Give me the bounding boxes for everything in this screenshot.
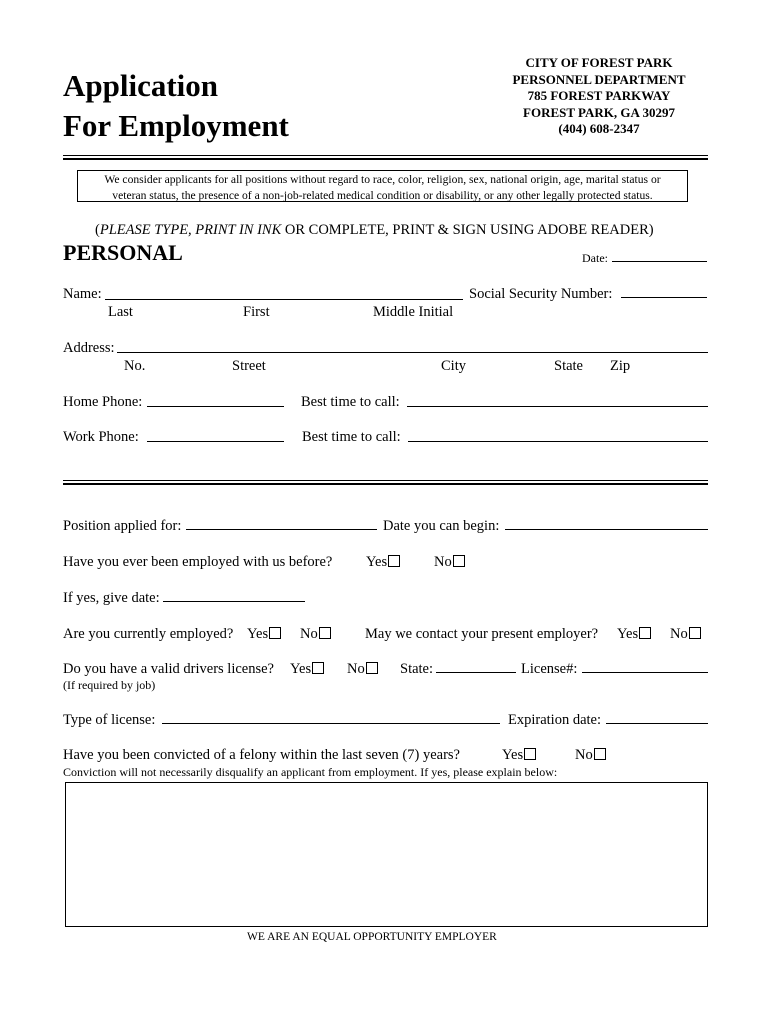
currently-employed-question: Are you currently employed?	[63, 626, 234, 642]
contact-employer-question: May we contact your present employer?	[365, 626, 599, 642]
address-sub-state: State	[554, 358, 583, 374]
date-label: Date:	[582, 251, 608, 265]
home-phone-field[interactable]	[147, 406, 284, 407]
currently-employed-no[interactable]	[300, 626, 331, 643]
felony-note: Conviction will not necessarily disqualify an applicant from employment. If yes, please explain below:	[63, 765, 558, 779]
header-divider-top	[63, 155, 708, 156]
address-field[interactable]	[117, 352, 708, 353]
dept-line: (404) 608-2347	[558, 121, 640, 136]
license-state-field[interactable]	[436, 672, 516, 673]
section-divider-bottom	[63, 483, 708, 485]
no-label: No	[347, 661, 365, 677]
work-best-time-field[interactable]	[408, 441, 708, 442]
eeo-footer: WE ARE AN EQUAL OPPORTUNITY EMPLOYER	[247, 931, 497, 943]
home-best-time-label: Best time to call:	[301, 394, 400, 410]
work-best-time-label: Best time to call:	[302, 429, 401, 445]
name-field[interactable]	[105, 299, 463, 300]
employed-before-yes[interactable]	[366, 554, 400, 571]
yes-label: Yes	[502, 747, 524, 763]
name-sub-first: First	[243, 304, 270, 320]
position-field[interactable]	[186, 529, 377, 530]
felony-explanation-box[interactable]	[65, 782, 708, 927]
date-field[interactable]	[612, 261, 707, 262]
ssn-field[interactable]	[621, 297, 707, 298]
begin-date-label: Date you can begin:	[383, 518, 500, 534]
checkbox[interactable]	[594, 748, 606, 760]
checkbox[interactable]	[639, 627, 651, 639]
instructions-italic: PLEASE TYPE, PRINT IN INK	[99, 222, 282, 238]
felony-yes[interactable]	[502, 747, 536, 764]
dept-line: CITY OF FOREST PARK	[525, 55, 673, 70]
license-type-field[interactable]	[162, 723, 500, 724]
work-phone-field[interactable]	[147, 441, 284, 442]
give-date-field[interactable]	[163, 601, 305, 602]
ssn-label: Social Security Number:	[469, 286, 613, 302]
yes-label: Yes	[247, 626, 269, 642]
license-state-label: State:	[400, 661, 434, 677]
begin-date-field[interactable]	[505, 529, 708, 530]
dept-address-block	[479, 55, 719, 138]
contact-employer-yes[interactable]	[617, 626, 651, 643]
license-question: Do you have a valid drivers license?	[63, 661, 274, 677]
checkbox[interactable]	[689, 627, 701, 639]
eeo-notice-box	[77, 170, 688, 202]
section-heading-personal: PERSONAL	[63, 240, 183, 265]
form-title-line1: Application	[63, 68, 219, 103]
dept-line: 785 FOREST PARKWAY	[527, 88, 671, 103]
license-type-label: Type of license:	[63, 712, 156, 728]
felony-no[interactable]	[575, 747, 606, 764]
expiration-label: Expiration date:	[508, 712, 602, 728]
yes-label: Yes	[366, 554, 388, 570]
name-sub-middle: Middle Initial	[373, 304, 454, 320]
expiration-field[interactable]	[606, 723, 708, 724]
name-label: Name:	[63, 286, 102, 302]
instructions-rest: OR COMPLETE, PRINT & SIGN USING ADOBE READER)	[281, 222, 654, 238]
address-sub-no: No.	[124, 358, 146, 374]
header-divider-bottom	[63, 158, 708, 160]
checkbox[interactable]	[312, 662, 324, 674]
address-label: Address:	[63, 340, 115, 356]
section-divider-top	[63, 480, 708, 481]
checkbox[interactable]	[524, 748, 536, 760]
instructions-text	[95, 222, 654, 239]
dept-line: PERSONNEL DEPARTMENT	[512, 71, 686, 87]
dept-line: FOREST PARK, GA 30297	[523, 104, 675, 120]
home-phone-label: Home Phone:	[63, 394, 143, 410]
checkbox[interactable]	[269, 627, 281, 639]
give-date-label: If yes, give date:	[63, 590, 160, 606]
license-number-label: License#:	[521, 661, 578, 677]
work-phone-label: Work Phone:	[63, 429, 139, 445]
no-label: No	[575, 747, 593, 763]
license-number-field[interactable]	[582, 672, 708, 673]
employed-before-no[interactable]	[434, 554, 465, 571]
checkbox[interactable]	[453, 555, 465, 567]
yes-label: Yes	[290, 661, 312, 677]
no-label: No	[300, 626, 318, 642]
position-label: Position applied for:	[63, 518, 182, 534]
address-sub-street: Street	[232, 358, 266, 374]
notice-line: veteran status, the presence of a non-job-related medical condition or disability, or any other legally protected status.	[112, 188, 653, 202]
license-note: (If required by job)	[63, 678, 156, 692]
yes-label: Yes	[617, 626, 639, 642]
no-label: No	[670, 626, 688, 642]
license-no[interactable]	[347, 661, 378, 678]
checkbox[interactable]	[319, 627, 331, 639]
checkbox[interactable]	[388, 555, 400, 567]
no-label: No	[434, 554, 452, 570]
home-best-time-field[interactable]	[407, 406, 708, 407]
contact-employer-no[interactable]	[670, 626, 701, 643]
form-title-line2: For Employment	[63, 108, 289, 143]
felony-question: Have you been convicted of a felony within the last seven (7) years?	[63, 747, 460, 763]
name-sub-last: Last	[108, 304, 133, 320]
instructions-open: (	[95, 222, 100, 238]
address-sub-zip: Zip	[610, 358, 631, 374]
address-sub-city: City	[441, 358, 466, 374]
notice-line: We consider applicants for all positions without regard to race, color, religion, sex, national origin, age, marital status or	[104, 173, 661, 186]
currently-employed-yes[interactable]	[247, 626, 281, 643]
employed-before-question: Have you ever been employed with us before?	[63, 554, 333, 570]
checkbox[interactable]	[366, 662, 378, 674]
license-yes[interactable]	[290, 661, 324, 678]
